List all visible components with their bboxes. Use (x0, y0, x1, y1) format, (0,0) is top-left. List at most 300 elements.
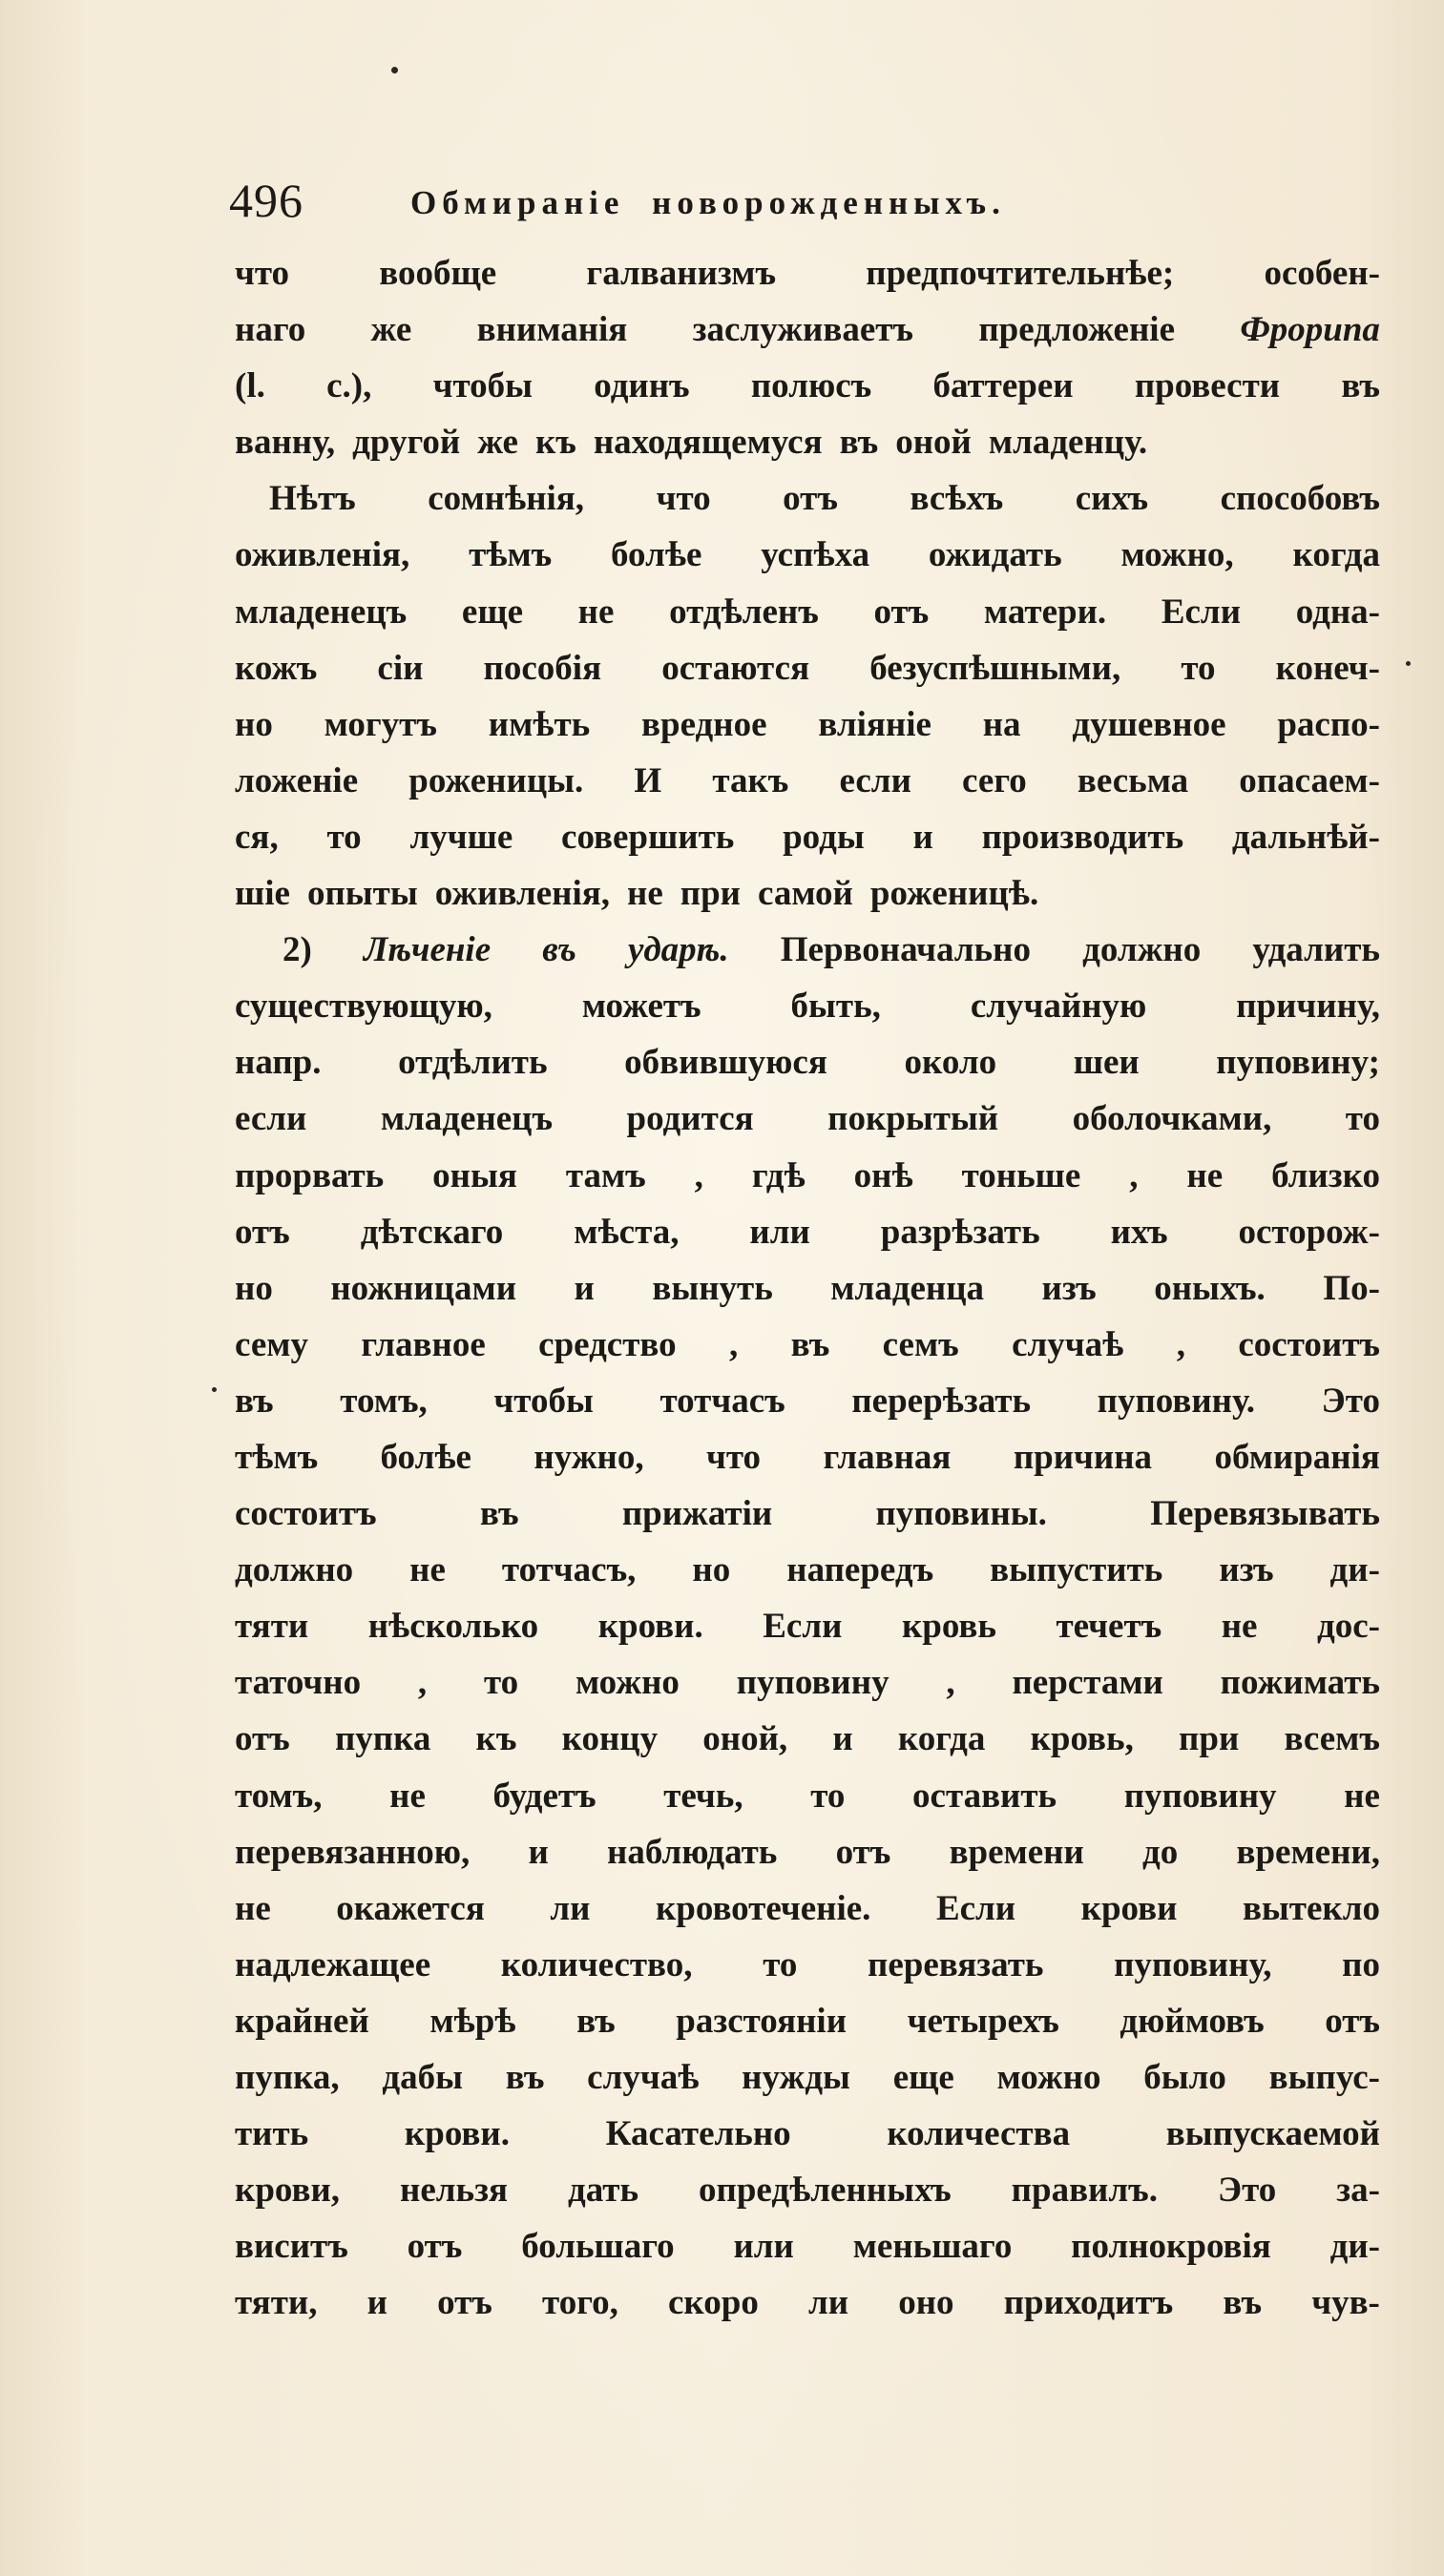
text-line (235, 1654, 1380, 1711)
word: и (832, 1719, 853, 1759)
word: отдѣлить (398, 1043, 548, 1083)
word: или (733, 2227, 794, 2267)
word: меньшаго (852, 2227, 1013, 2267)
word: отъ (873, 592, 930, 632)
word: не (235, 1888, 271, 1928)
word: способовъ (1220, 479, 1380, 519)
word: Это (1217, 2171, 1277, 2211)
text-line (235, 753, 1380, 809)
word: течь, (663, 1776, 743, 1816)
word: то (1181, 648, 1216, 688)
ink-speck (1406, 661, 1411, 666)
word: остаются (661, 648, 810, 688)
word: Если (763, 1607, 843, 1647)
word: не (1186, 1155, 1224, 1195)
word: опредѣленныхъ (699, 2171, 952, 2211)
word: изъ (1041, 1268, 1097, 1308)
word: приходитъ (1003, 2283, 1174, 2323)
text-line (235, 1937, 1380, 1993)
word: удалить (1252, 930, 1380, 970)
word: не (1221, 1607, 1258, 1647)
word: дальнѣй- (1231, 817, 1380, 857)
word: выпускаемой (1165, 2114, 1380, 2154)
word: тотчасъ, (501, 1550, 637, 1590)
text-line (235, 584, 1380, 640)
word: въ (839, 423, 879, 463)
word: перевязанною, (235, 1832, 471, 1872)
word: роды (783, 817, 865, 857)
word: существующую, (235, 987, 492, 1027)
text-line (235, 1148, 1380, 1204)
word: Касательно (605, 2114, 791, 2154)
word: томъ, (235, 1776, 323, 1816)
word: таточно (235, 1663, 362, 1703)
word: ди- (1329, 2227, 1380, 2267)
word: осторож- (1238, 1212, 1380, 1252)
word: имѣть (488, 704, 591, 744)
text-line (235, 1091, 1380, 1147)
word: Перевязывать (1150, 1494, 1380, 1534)
text-line (235, 1824, 1380, 1880)
word: По- (1323, 1268, 1380, 1308)
word: (l. (235, 366, 265, 406)
word: пожимать (1220, 1663, 1380, 1703)
word: шеи (1073, 1043, 1140, 1083)
word: весьма (1077, 760, 1189, 800)
word: то (1345, 1099, 1380, 1139)
word: до (1142, 1832, 1179, 1872)
word: Нѣтъ (269, 479, 356, 519)
word: прижатiи (621, 1494, 773, 1534)
text-line (235, 1768, 1380, 1824)
word: оной (895, 423, 972, 463)
word: полюсъ (750, 366, 872, 406)
word: и (912, 817, 933, 857)
word: кровотеченiе. (655, 1888, 871, 1928)
word: главная (823, 1437, 952, 1477)
word: производить (981, 817, 1184, 857)
word: разрѣзать (880, 1212, 1040, 1252)
word: болѣе (380, 1437, 471, 1477)
word: предпочтительнѣе; (866, 254, 1175, 293)
word: ударѣ. (628, 930, 729, 970)
word: покрытый (827, 1099, 999, 1139)
text-line (235, 809, 1380, 865)
word: и (528, 1832, 549, 1872)
word: оныя (432, 1155, 517, 1195)
text-line (235, 414, 1380, 470)
body-text (235, 245, 1380, 2331)
word: пуповину (736, 1663, 889, 1703)
word: вообще (379, 254, 497, 293)
word: большаго (521, 2227, 675, 2267)
word: ножницами (330, 1268, 517, 1308)
text-line (235, 1542, 1380, 1598)
word: полнокровiя (1071, 2227, 1271, 2267)
word: и (574, 1268, 595, 1308)
word: тить (235, 2114, 309, 2154)
word: нельзя (400, 2171, 508, 2211)
word: времени (949, 1832, 1084, 1872)
word: пуповины. (875, 1494, 1047, 1534)
word: средство (538, 1324, 677, 1364)
text-line (235, 1598, 1380, 1654)
text-line (235, 1373, 1380, 1429)
text-line (235, 1880, 1380, 1937)
ink-speck (212, 1387, 217, 1392)
word: выпус- (1268, 2058, 1380, 2097)
word: чтобы (432, 366, 534, 406)
word: безуспѣшными, (869, 648, 1121, 688)
word: пупка (334, 1719, 431, 1759)
word: виситъ (235, 2227, 348, 2267)
word: могутъ (324, 704, 437, 744)
word: , (1176, 1324, 1185, 1364)
word: не (409, 1550, 446, 1590)
word: вынуть (652, 1268, 773, 1308)
word: вниманiя (476, 310, 628, 350)
word: кровь (901, 1607, 996, 1647)
word: пуповину; (1216, 1043, 1380, 1083)
word: чув- (1311, 2283, 1380, 2323)
word: состоитъ (1238, 1324, 1380, 1364)
word: оживленiя, (235, 535, 410, 575)
word: количество, (500, 1944, 693, 1984)
word: кровь, (1030, 1719, 1134, 1759)
word: ди- (1329, 1550, 1380, 1590)
word: въ (479, 1494, 519, 1534)
word: 2) (283, 930, 312, 970)
word: будетъ (492, 1776, 596, 1816)
word: отъ (1325, 2001, 1380, 2041)
word: то (483, 1663, 519, 1703)
word: не (577, 592, 615, 632)
text-line (235, 2218, 1380, 2275)
word: обвившуюся (624, 1043, 827, 1083)
text-line (235, 978, 1380, 1034)
page-number: 496 (229, 174, 303, 227)
word: сему (235, 1324, 308, 1364)
text-line (235, 865, 1380, 922)
word: прорвать (235, 1155, 385, 1195)
page-header (229, 168, 1193, 235)
word: Фрорипа (1240, 310, 1380, 350)
word: особен- (1264, 254, 1380, 293)
word: правилъ. (1011, 2171, 1158, 2211)
text-line (235, 1317, 1380, 1373)
word: другой (352, 423, 461, 463)
word: что (235, 254, 290, 293)
word: въ (790, 1324, 830, 1364)
word: по (1342, 1944, 1380, 1984)
text-line (235, 358, 1380, 414)
word: младенца (830, 1268, 985, 1308)
word: въ (235, 1381, 274, 1421)
word: совершить (561, 817, 735, 857)
word: если (839, 760, 911, 800)
word: оныхъ. (1154, 1268, 1266, 1308)
word: напр. (235, 1043, 322, 1083)
word: чтобы (493, 1381, 594, 1421)
word: времени, (1236, 1832, 1380, 1872)
word: c.), (326, 366, 372, 406)
word: родится (626, 1099, 754, 1139)
word: пособiя (483, 648, 602, 688)
word: душевное (1072, 704, 1226, 744)
word: Это (1321, 1381, 1380, 1421)
word: разстоянiи (676, 2001, 848, 2041)
word: окажется (336, 1888, 485, 1928)
word: сего (962, 760, 1027, 800)
word: влiянiе (818, 704, 931, 744)
word: одна- (1295, 592, 1380, 632)
word: отдѣленъ (669, 592, 819, 632)
word: оставить (912, 1776, 1057, 1816)
text-line (235, 2275, 1380, 2331)
word: наго (235, 310, 306, 350)
word: гдѣ (751, 1155, 806, 1195)
word: распо- (1277, 704, 1380, 744)
word: пупка, (235, 2058, 340, 2097)
word: отъ (235, 1719, 290, 1759)
word: когда (1292, 535, 1380, 575)
word: , (694, 1155, 703, 1195)
word: Лѣченiе (363, 930, 492, 970)
word: къ (475, 1719, 517, 1759)
word: находящемуся (593, 423, 823, 463)
word: главное (361, 1324, 486, 1364)
word: ложенiе (235, 760, 359, 800)
word: болѣе (611, 535, 702, 575)
word: тѣмъ (235, 1437, 319, 1477)
word: Если (1161, 592, 1242, 632)
word: но (235, 704, 273, 744)
word: роженицѣ. (869, 874, 1039, 914)
word: семъ (882, 1324, 959, 1364)
text-line (235, 1429, 1380, 1485)
word: но (692, 1550, 731, 1590)
word: при (1179, 1719, 1240, 1759)
word: крови. (404, 2114, 510, 2154)
text-line (235, 527, 1380, 583)
word: же (370, 310, 412, 350)
word: галванизмъ (586, 254, 777, 293)
word: быть, (790, 987, 881, 1027)
text-line (235, 2106, 1380, 2162)
word: нѣсколько (367, 1607, 539, 1647)
word: крови, (235, 2171, 341, 2211)
word: дабы (382, 2058, 464, 2097)
word: еще (461, 592, 523, 632)
word: , (1129, 1155, 1139, 1195)
word: причину, (1236, 987, 1380, 1027)
word: провести (1134, 366, 1281, 406)
word: конеч- (1275, 648, 1380, 688)
word: же (477, 423, 518, 463)
word: отъ (235, 1212, 290, 1252)
word: И (634, 760, 662, 800)
word: роженицы. (408, 760, 584, 800)
word: должно (1082, 930, 1202, 970)
word: заслуживаетъ (692, 310, 913, 350)
word: не (627, 874, 663, 914)
word: Первоначально (780, 930, 1031, 970)
word: предложенiе (978, 310, 1175, 350)
word: оной, (702, 1719, 788, 1759)
text-line (235, 245, 1380, 301)
word: то (810, 1776, 846, 1816)
word: сомнѣнiя, (428, 479, 585, 519)
word: ли (550, 1888, 591, 1928)
word: того, (542, 2283, 618, 2323)
word: случайную (970, 987, 1147, 1027)
word: что (656, 479, 711, 519)
word: количества (887, 2114, 1071, 2154)
word: пуповину. (1097, 1381, 1256, 1421)
word: оно (898, 2283, 954, 2323)
word: около (904, 1043, 997, 1083)
text-line (235, 1260, 1380, 1317)
word: за- (1336, 2171, 1380, 2211)
text-line (235, 640, 1380, 696)
text-line (235, 696, 1380, 753)
word: причина (1013, 1437, 1153, 1477)
word: перерѣзать (851, 1381, 1032, 1421)
word: опыты (306, 874, 418, 914)
word: тяти (235, 1607, 309, 1647)
word: что (705, 1437, 762, 1477)
text-line (235, 2049, 1380, 2106)
text-line (235, 470, 1380, 527)
word: тоньше (961, 1155, 1081, 1195)
word: одинъ (594, 366, 690, 406)
word: обмиранiя (1214, 1437, 1380, 1477)
word: въ (542, 930, 576, 970)
word: не (389, 1776, 426, 1816)
word: течетъ (1056, 1607, 1162, 1647)
word: должно (235, 1550, 354, 1590)
word: концу (561, 1719, 659, 1759)
word: ожидать (928, 535, 1062, 575)
word: опасаем- (1239, 760, 1380, 800)
word: вытекло (1242, 1888, 1380, 1928)
word: всемъ (1284, 1719, 1380, 1759)
word: оживленiя, (434, 874, 610, 914)
word: если (235, 1099, 307, 1139)
word: дюймовъ (1120, 2001, 1265, 2041)
word: сiи (377, 648, 424, 688)
word: ся, (235, 817, 279, 857)
word: отъ (437, 2283, 492, 2323)
word: , (417, 1663, 428, 1703)
word: но (235, 1268, 273, 1308)
word: тяти, (235, 2283, 318, 2323)
word: то (326, 817, 362, 857)
word: пуповину, (1114, 1944, 1272, 1984)
word: четырехъ (907, 2001, 1059, 2041)
word: такъ (712, 760, 789, 800)
word: дос- (1316, 1607, 1380, 1647)
running-title: Обмиранiе новорожденныхъ. (410, 184, 1006, 221)
word: въ (1341, 366, 1380, 406)
word: отъ (835, 1832, 891, 1872)
word: баттереи (932, 366, 1074, 406)
text-line (235, 1034, 1380, 1091)
word: къ (534, 423, 576, 463)
word: ихъ (1110, 1212, 1168, 1252)
text-line (235, 2162, 1380, 2218)
text-line (235, 1485, 1380, 1542)
word: наблюдать (607, 1832, 778, 1872)
word: томъ, (340, 1381, 428, 1421)
word: матери. (983, 592, 1107, 632)
word: ли (808, 2283, 849, 2323)
word: дѣтскаго (360, 1212, 504, 1252)
word: младенецъ (380, 1099, 554, 1139)
word: сихъ (1075, 479, 1149, 519)
word: случаѣ (1012, 1324, 1124, 1364)
word: младенцу. (988, 423, 1148, 463)
word: или (749, 1212, 810, 1252)
word: самой (757, 874, 853, 914)
word: изъ (1219, 1550, 1274, 1590)
word: мѣрѣ (429, 2001, 516, 2041)
word: случаѣ (587, 2058, 700, 2097)
word: всѣхъ (910, 479, 1004, 519)
word: надлежащее (235, 1944, 431, 1984)
word: лучше (409, 817, 513, 857)
word: кожъ (235, 648, 318, 688)
text-line (235, 301, 1380, 358)
word: ванну, (235, 423, 336, 463)
word: можно (996, 2058, 1101, 2097)
word: оболочками, (1072, 1099, 1272, 1139)
word: можетъ (581, 987, 701, 1027)
word: при (680, 874, 741, 914)
word: можно, (1120, 535, 1234, 575)
word: крови. (597, 1607, 703, 1647)
word: , (946, 1663, 955, 1703)
word: перстами (1012, 1663, 1163, 1703)
word: , (729, 1324, 739, 1364)
word: вредное (641, 704, 767, 744)
word: дать (568, 2171, 639, 2211)
word: шiе (235, 874, 290, 914)
word: въ (505, 2058, 545, 2097)
word: мѣста, (574, 1212, 680, 1252)
word: состоитъ (235, 1494, 377, 1534)
ink-speck (391, 67, 398, 73)
word: онѣ (853, 1155, 913, 1195)
word: тѣмъ (469, 535, 553, 575)
word: отъ (783, 479, 838, 519)
word: близко (1271, 1155, 1380, 1195)
text-line (235, 1204, 1380, 1260)
word: нужды (742, 2058, 850, 2097)
word: когда (897, 1719, 986, 1759)
word: еще (892, 2058, 954, 2097)
word: можно (575, 1663, 680, 1703)
word: крайней (235, 2001, 369, 2041)
word: отъ (407, 2227, 463, 2267)
word: въ (576, 2001, 616, 2041)
word: было (1143, 2058, 1226, 2097)
word: скоро (668, 2283, 759, 2323)
text-line (235, 1711, 1380, 1767)
word: младенецъ (235, 592, 408, 632)
word: перевязать (868, 1944, 1044, 1984)
word: на (982, 704, 1021, 744)
